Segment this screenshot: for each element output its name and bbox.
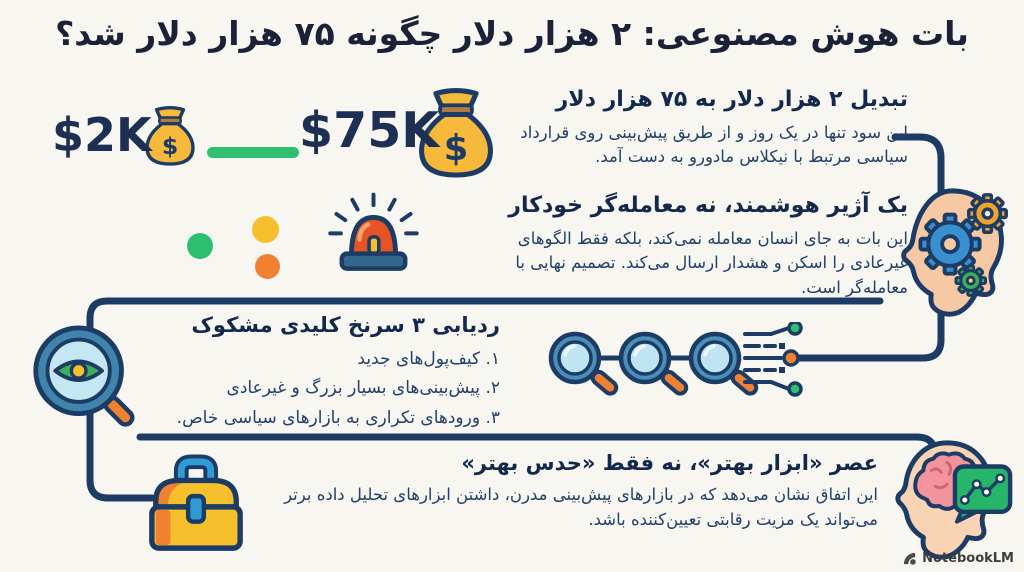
dollar-symbol: $ — [161, 131, 179, 160]
head-brain-chart-icon — [888, 433, 1016, 566]
section-profit-heading: تبدیل ۲ هزار دلار به ۷۵ هزار دلار — [555, 87, 908, 112]
green-dot-icon — [187, 233, 213, 259]
section-better-tools-body: این اتفاق نشان می‌دهد که در بازارهای پیش‌بینی مدرن، داشتن ابزارهای تحلیل داده برتر می‌تواند یک مزیت رقابتی تعیین‌کننده باشد. — [284, 485, 878, 529]
siren-alarm-icon — [325, 190, 422, 282]
circuit-node-green-bottom — [789, 383, 801, 395]
end-amount-label: $75K — [299, 102, 440, 159]
gear-green-icon — [956, 266, 986, 296]
head-with-gears-icon — [892, 183, 1012, 321]
section-clues — [130, 312, 500, 433]
chart-bubble-icon — [955, 467, 1010, 522]
yellow-dot-icon — [252, 216, 279, 243]
section-smart-siren-heading: یک آژیر هوشمند، نه معامله‌گر خودکار — [508, 193, 908, 218]
section-clues-heading: ردیابی ۳ سرنخ کلیدی مشکوک — [191, 313, 500, 337]
brand-name: NotebookLM — [922, 551, 1014, 566]
growth-arrow-line — [207, 147, 299, 158]
dollar-symbol: $ — [443, 127, 469, 169]
circuit-node-green-top — [789, 322, 801, 334]
three-magnifiers-circuit-icon — [545, 322, 845, 422]
clue-item-3: ۳. ورودهای تکراری به بازارهای سیاسی خاص. — [176, 407, 500, 428]
brand-footer — [902, 551, 1014, 566]
section-better-tools — [266, 450, 878, 533]
orange-dot-icon — [255, 254, 280, 279]
section-better-tools-heading: عصر «ابزار بهتر»، نه فقط «حدس بهتر» — [461, 451, 878, 475]
section-smart-siren-body: این بات به جای انسان معامله نمی‌کند، بلکه فقط الگوهای غیرعادی را اسکن و هشدار ارسال می‌کند. تصمیم نهایی با معامله‌گر است. — [515, 228, 908, 297]
clue-item-2: ۲. پیش‌بینی‌های بسیار بزرگ و غیرعادی — [226, 378, 500, 399]
page-title: بات هوش مصنوعی: ۲ هزار دلار چگونه ۷۵ هزار دلار شد؟ — [55, 14, 969, 53]
magnifier-eye-icon — [28, 320, 140, 442]
section-profit-body: این سود تنها در یک روز و از طریق پیش‌بینی روی قرارداد سیاسی مرتبط با نیکلاس مادورو به دست آمد. — [520, 122, 908, 167]
briefcase-toolbox-icon — [142, 452, 250, 555]
section-smart-siren — [476, 192, 908, 301]
gear-orange-icon — [969, 195, 1006, 232]
circuit-node-orange — [784, 351, 798, 365]
section-profit — [508, 86, 908, 170]
notebooklm-logo-icon — [902, 551, 917, 566]
clue-item-1: ۱. کیف‌پول‌های جدید — [357, 349, 500, 370]
start-amount-label: $2K — [52, 108, 152, 162]
